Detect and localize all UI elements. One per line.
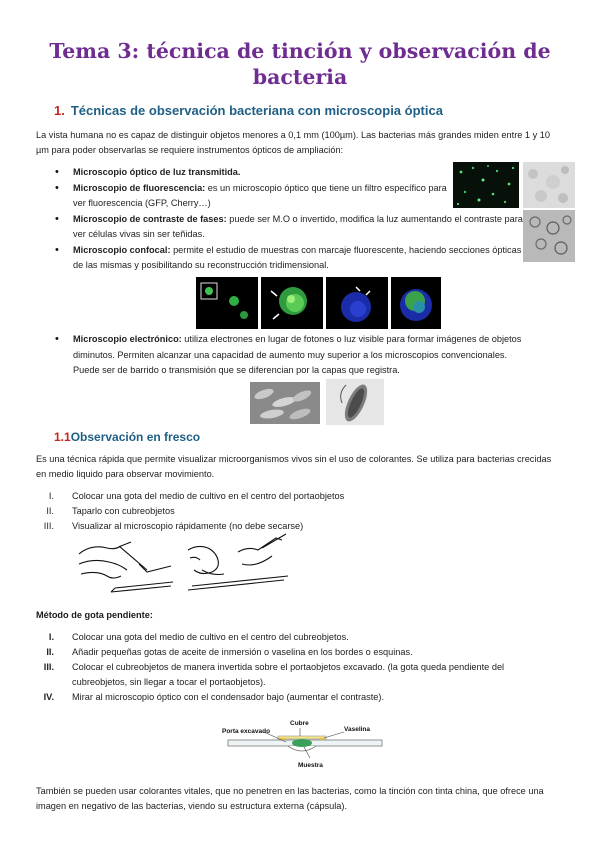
bullet-term: Microscopio óptico de luz transmitida.	[73, 167, 241, 177]
label-muestra: Muestra	[298, 762, 323, 769]
list-item	[55, 243, 528, 274]
label-vaselina: Vaselina	[344, 726, 371, 733]
bullet-text: puede ser M.O o invertido, modifica la luz aumentando el contraste para ver células vivas sin ser teñidas.	[73, 213, 523, 239]
tem-micrograph	[326, 379, 384, 425]
step-number: IV.	[43, 692, 54, 702]
section-1-1-intro: Es una técnica rápida que permite visualizar microorganismos vivos sin el uso de colorantes. Se utiliza para bacterias crecidas en medio liquido para observar movimiento.	[36, 454, 552, 479]
bullet-text: utiliza electrones en lugar de fotones o luz visible para formar imágenes de objetos diminutos. Permiten alcanzar una capacidad de aumento muy superior a los microscopios convencionales. Puede ser de barrido o transmisión que se diferencian por la capas que registra.	[73, 334, 522, 375]
step-text: Taparlo con cubreobjetos	[72, 506, 175, 516]
section-1-intro: La vista humana no es capaz de distinguir objetos menores a 0,1 mm (100µm). Las bacterias más grandes miden entre 1 y 10 µm para poder observarlas se requiere instrumentos ópticos de ampliación:	[36, 130, 550, 155]
list-item	[55, 332, 530, 379]
hanging-drop-diagram	[220, 716, 390, 770]
sem-micrograph	[250, 382, 320, 424]
step-number: III.	[43, 521, 54, 531]
fresh-observation-steps	[36, 489, 516, 534]
closing-paragraph: También se pueden usar colorantes vitales, que no penetren en las bacterias, como la tinción con tinta china, que ofrece una imagen en negativo de las bacterias, viendo su estructura externa (cápsula).	[36, 786, 544, 811]
list-item	[36, 489, 516, 504]
list-item	[36, 630, 556, 645]
page-title: Tema 3: técnica de tinción y observación de bacteria	[49, 39, 551, 89]
hanging-drop-steps	[36, 630, 556, 705]
step-text: Colocar una gota del medio de cultivo en el centro del cubreobjetos.	[72, 632, 349, 642]
fluorescence-micrograph	[453, 162, 519, 208]
step-text: Añadir pequeñas gotas de aceite de inmersión o vaselina en los bordes o esquinas.	[72, 647, 413, 657]
step-text: Visualizar al microscopio rápidamente (no debe secarse)	[72, 521, 304, 531]
section-1-title: Técnicas de observación bacteriana con microscopia óptica	[70, 103, 443, 118]
step-number: II.	[46, 506, 54, 516]
step-text: Mirar al microscopio óptico con el condensador bajo (aumentar el contraste).	[72, 692, 385, 702]
section-number: 1.	[54, 103, 65, 118]
section-1-heading	[54, 103, 443, 118]
phase-contrast-micrograph	[523, 210, 575, 262]
list-item	[36, 645, 556, 660]
section-number: 1.1	[54, 430, 71, 444]
light-micrograph	[523, 162, 575, 208]
step-number: I.	[48, 632, 54, 642]
confocal-micrograph-1	[196, 277, 258, 329]
bullet-term: Microscopio electrónico:	[73, 334, 182, 344]
label-cubre: Cubre	[290, 720, 309, 727]
list-item	[36, 690, 556, 705]
confocal-micrograph-4	[391, 277, 441, 329]
pipette-hand-illustration	[75, 534, 175, 596]
hanging-drop-heading: Método de gota pendiente:	[36, 610, 153, 620]
coverslip-hand-illustration	[182, 530, 294, 596]
list-item	[55, 181, 450, 212]
bullet-term: Microscopio de fluorescencia:	[73, 182, 206, 193]
list-item	[36, 660, 556, 690]
list-item	[55, 165, 450, 181]
confocal-micrograph-2	[261, 277, 323, 329]
bullet-term: Microscopio confocal:	[73, 244, 171, 255]
step-number: II.	[46, 647, 54, 657]
step-text: Colocar una gota del medio de cultivo en el centro del portaobjetos	[72, 491, 345, 501]
bullet-text: es un microscopio óptico que tiene un filtro específico para ver fluorescencia (GFP, Cherry…)	[73, 182, 447, 208]
electron-microscope-list	[55, 332, 530, 379]
bullet-text: permite el estudio de muestras con marcaje fluorescente, haciendo secciones ópticas de las mismas y posibilitando su reconstrucción tridimensional.	[73, 244, 522, 270]
list-item	[36, 504, 516, 519]
step-number: I.	[48, 491, 54, 501]
list-item	[55, 212, 528, 243]
step-number: III.	[43, 662, 54, 672]
bullet-term: Microscopio de contraste de fases:	[73, 213, 227, 224]
label-porta: Porta excavado	[222, 728, 271, 735]
confocal-micrograph-3	[326, 277, 388, 329]
section-1-1-heading	[54, 430, 200, 444]
section-1-1-title: Observación en fresco	[70, 430, 201, 444]
microscope-list	[55, 165, 523, 274]
step-text: Colocar el cubreobjetos de manera invertida sobre el portaobjetos excavado. (la gota queda pendiente del cubreobjetos, sin llegar a tocar el portaobjetos).	[72, 662, 505, 687]
